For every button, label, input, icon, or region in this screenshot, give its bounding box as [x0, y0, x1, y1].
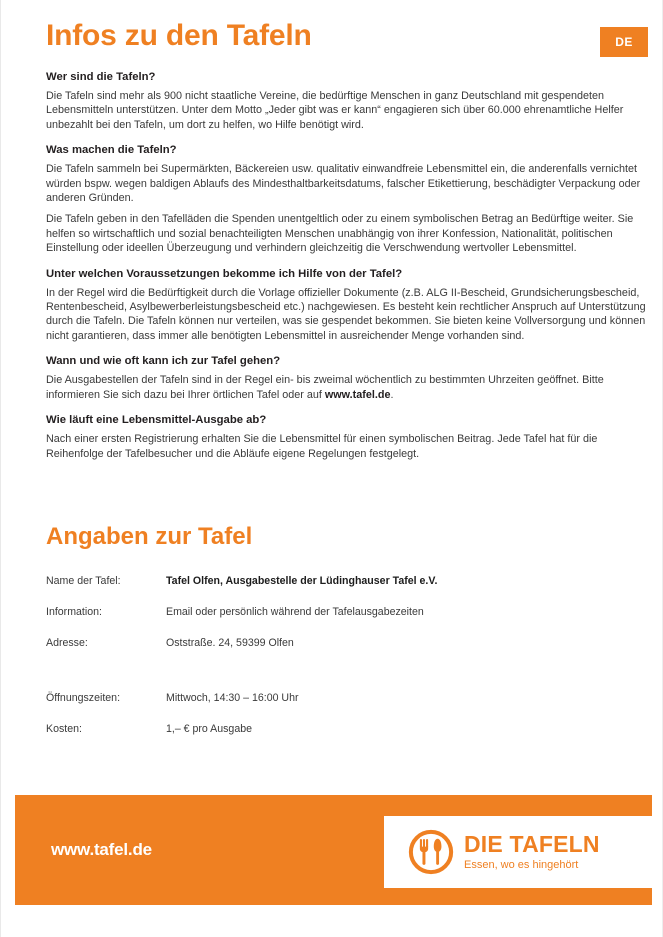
faq-content — [46, 70, 650, 472]
page-title: Infos zu den Tafeln — [46, 19, 312, 52]
detail-value: 1,– € pro Ausgabe — [166, 723, 252, 735]
detail-label: Name der Tafel: — [46, 575, 121, 587]
detail-row — [46, 605, 650, 619]
faq-section — [46, 70, 650, 132]
detail-row-spacer — [46, 667, 650, 683]
detail-row — [46, 691, 650, 705]
faq-question: Wer sind die Tafeln? — [46, 71, 156, 83]
plate-cutlery-icon — [408, 829, 454, 875]
faq-question: Wann und wie oft kann ich zur Tafel gehen? — [46, 355, 281, 368]
faq-answer: In der Regel wird die Bedürftigkeit durch die Vorlage offizieller Dokumente (z.B. ALG II-Bescheid, Grundsicherungsbescheid, Rentenbescheid, Asylbewerberleistungsbescheid etc.) nachgewiesen. Es besteht kein rechtlicher Anspruch auf Unterstützung durch die Tafeln. Die Tafeln können nur verteilen, was sie gespendet bekommen. Sie bieten keine Vollversorgung und können nicht garantieren, dass immer alle benötigten Lebensmittel in ausreichender Menge vorhanden sind. — [46, 286, 646, 342]
footer-website-url[interactable]: www.tafel.de — [51, 840, 152, 859]
die-tafeln-logo — [384, 816, 652, 888]
faq-question: Was machen die Tafeln? — [46, 144, 177, 157]
detail-label: Adresse: — [46, 637, 88, 649]
logo-tagline: Essen, wo es hingehört — [464, 859, 579, 871]
detail-value: Mittwoch, 14:30 – 16:00 Uhr — [166, 692, 299, 704]
detail-label: Kosten: — [46, 723, 82, 735]
document-footer — [15, 795, 652, 905]
faq-answer: Die Ausgabestellen der Tafeln sind in der Regel ein- bis zweimal wöchentlich zu bestimmten Uhrzeiten geöffnet. Bitte informieren Sie sich dazu bei Ihrer örtlichen Tafel oder auf www.tafel.de. — [46, 374, 604, 401]
faq-section — [46, 267, 650, 344]
detail-value: Oststraße. 24, 59399 Olfen — [166, 637, 294, 649]
detail-label: Information: — [46, 606, 102, 618]
faq-section — [46, 143, 650, 255]
detail-row — [46, 636, 650, 650]
detail-label: Öffnungszeiten: — [46, 692, 121, 704]
language-badge[interactable]: DE — [600, 27, 648, 57]
faq-answer: Die Tafeln geben in den Tafelläden die Spenden unentgeltlich oder zu einem symbolischen Betrag an Bedürftige weiter. Sie helfen so wirtschaftlich und sozial benachteiligten Menschen unabhängig von ihrer Konfession, Nationalität, politischen Einstellung oder ideellen Überzeugung und verhindern gleichzeitig die Verschwendung wertvoller Lebensmittel. — [46, 213, 634, 255]
faq-section — [46, 354, 650, 402]
detail-value: Tafel Olfen, Ausgabestelle der Lüdinghauser Tafel e.V. — [166, 575, 438, 587]
faq-answer: Die Tafeln sind mehr als 900 nicht staatliche Vereine, die bedürftige Menschen in ganz Deutschland mit gespendeten Lebensmitteln unterstützen. Unter dem Motto „Jeder gibt was er kann“ engagieren sich über 60.000 ehrenamtliche Helfer unbezahlt bei den Tafeln, um dort zu helfen, wo Hilfe benötigt wird. — [46, 90, 624, 131]
tafel-details-section — [46, 522, 650, 753]
details-title: Angaben zur Tafel — [46, 523, 253, 550]
logo-name: DIE TAFELN — [464, 831, 600, 857]
logo-text-block — [464, 833, 600, 871]
faq-answer: Nach einer ersten Registrierung erhalten Sie die Lebensmittel für einen symbolischen Beitrag. Jede Tafel hat für die Reihenfolge der Tafelbesucher und die Abläufe eigene Regelungen festgelegt. — [46, 433, 598, 460]
faq-question: Wie läuft eine Lebensmittel-Ausgabe ab? — [46, 414, 267, 427]
detail-row — [46, 574, 650, 588]
faq-question: Unter welchen Voraussetzungen bekomme ich Hilfe von der Tafel? — [46, 267, 403, 280]
faq-section — [46, 413, 650, 461]
faq-answer: Die Tafeln sammeln bei Supermärkten, Bäckereien usw. qualitativ einwandfreie Lebensmittel ein, die anderenfalls vernichtet würden bspw. wegen baldigen Ablaufs des Mindesthaltbarkeitsdatums, falscher Etikettierung, beschädigter Verpackung oder anderen Gründen. — [46, 163, 641, 205]
detail-value: Email oder persönlich während der Tafelausgabezeiten — [166, 606, 424, 618]
detail-row — [46, 722, 650, 736]
document-header — [46, 18, 648, 70]
